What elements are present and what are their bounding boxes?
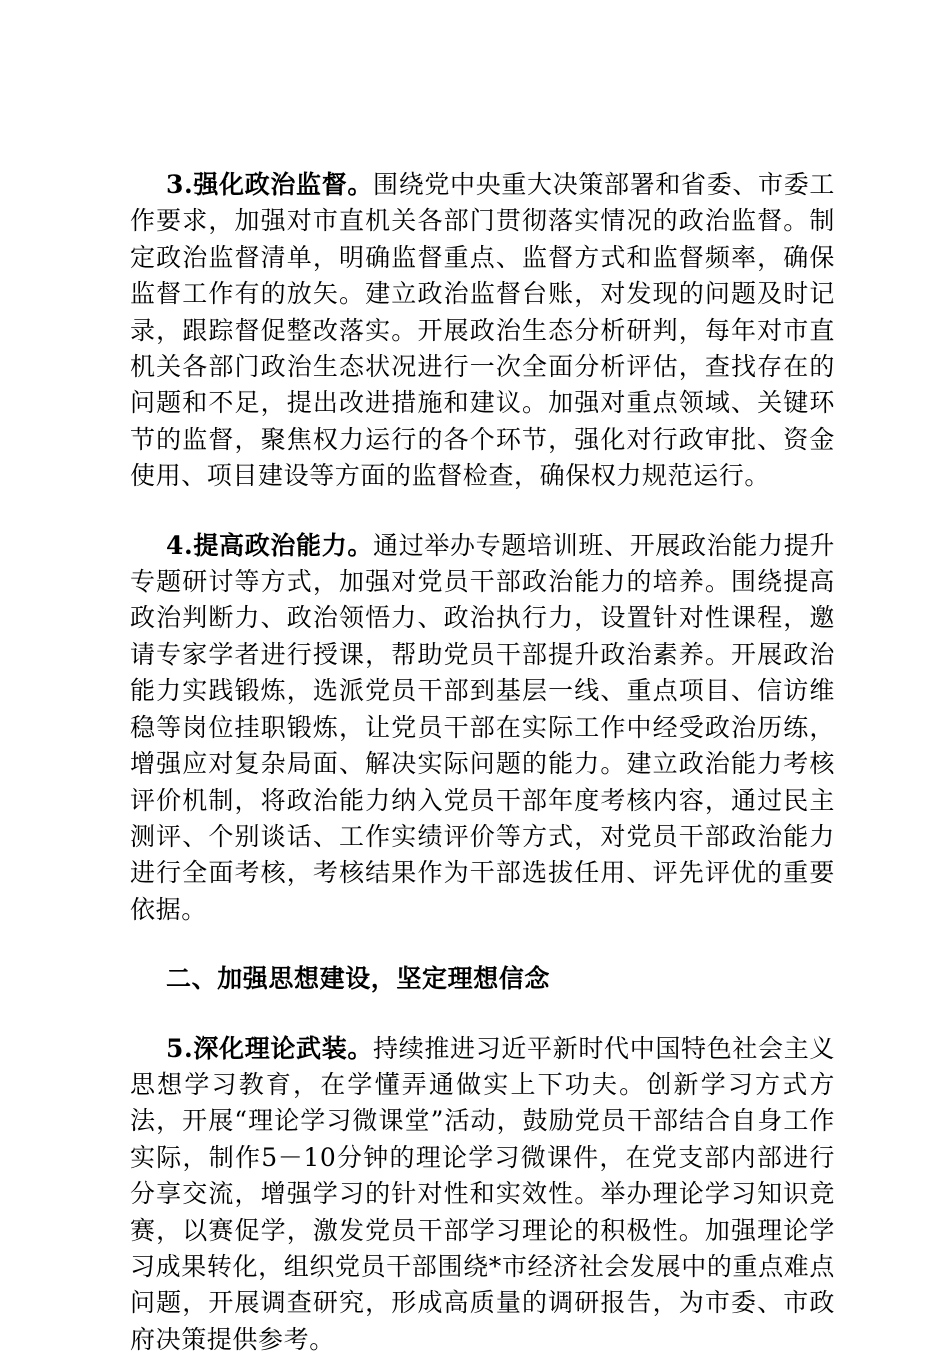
paragraph-lead: 3.强化政治监督。 (166, 170, 374, 199)
paragraph-lead: 4.提高政治能力。 (166, 530, 374, 560)
paragraph-lead: 5.深化理论武装。 (166, 1033, 374, 1063)
section-heading: 二、加强思想建设，坚定理想信念 (166, 964, 551, 994)
paragraph-3 (130, 167, 835, 495)
paragraph-body: 通过举办专题培训班、开展政治能力提升专题研讨等方式，加强对党员干部政治能力的培养。围绕提高政治判断力、政治领悟力、政治执行力，设置针对性课程，邀请专家学者进行授课，帮助党员干部提升政治素养。开展政治能力实践锻炼，选派党员干部到基层一线、重点项目、信访维稳等岗位挂职锻炼，让党员干部在实际工作中经受政治历练，增强应对复杂局面、解决实际问题的能力。建立政治能力考核评价机制，将政治能力纳入党员干部年度考核内容，通过民主测评、个别谈话、工作实绩评价等方式，对党员干部政治能力进行全面考核，考核结果作为干部选拔任用、评先评优的重要依据。 (130, 530, 835, 924)
paragraph-body: 持续推进习近平新时代中国特色社会主义思想学习教育，在学懂弄通做实上下功夫。创新学习方式方法，开展“理论学习微课堂”活动，鼓励党员干部结合自身工作实际，制作5－10分钟的理论学习微课件，在党支部内部进行分享交流，增强学习的针对性和实效性。举办理论学习知识竞赛，以赛促学，激发党员干部学习理论的积极性。加强理论学习成果转化，组织党员干部围绕*市经济社会发展中的重点难点问题，开展调查研究，形成高质量的调研报告，为市委、市政府决策提供参考。 (130, 1033, 835, 1354)
paragraph-4 (130, 528, 835, 928)
paragraph-5 (130, 1031, 835, 1358)
paragraph-body: 围绕党中央重大决策部署和省委、市委工作要求，加强对市直机关各部门贯彻落实情况的政治监督。制定政治监督清单，明确监督重点、监督方式和监督频率，确保监督工作有的放矢。建立政治监督台账，对发现的问题及时记录，跟踪督促整改落实。开展政治生态分析研判，每年对市直机关各部门政治生态状况进行一次全面分析评估，查找存在的问题和不足，提出改进措施和建议。加强对重点领域、关键环节的监督，聚焦权力运行的各个环节，强化对行政审批、资金使用、项目建设等方面的监督检查，确保权力规范运行。 (130, 170, 835, 491)
document-page (130, 167, 835, 1358)
